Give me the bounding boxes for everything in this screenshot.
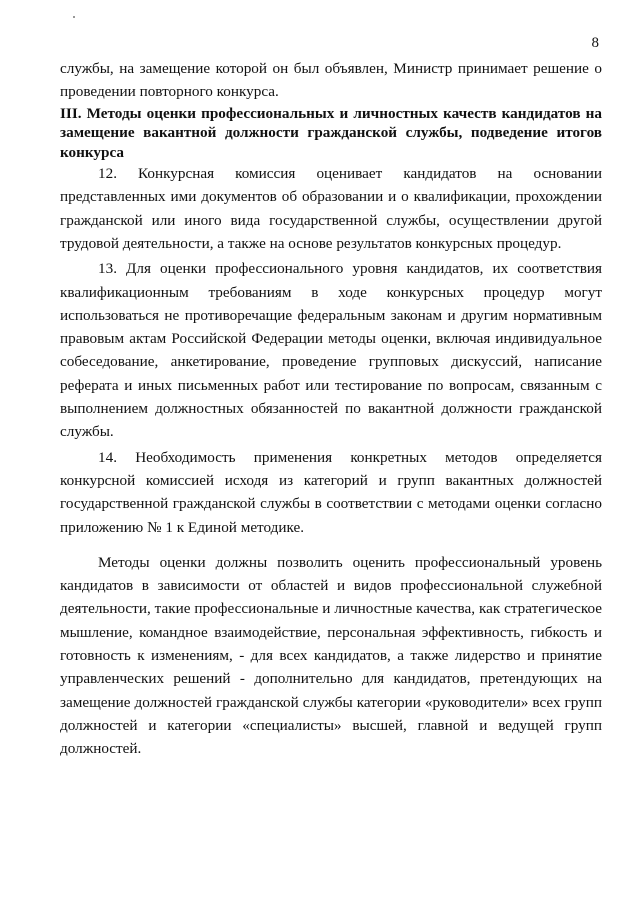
section-heading: III. Методы оценки профессиональных и личностных качеств кандидатов на замещение вакантной должности гражданской службы, подведение итогов конкурса — [60, 104, 602, 161]
scan-speck — [73, 16, 75, 18]
document-body — [60, 57, 602, 761]
paragraph-13: 13. Для оценки профессионального уровня кандидатов, их соответствия квалификационным требованиям в ходе конкурсных процедур могут использоваться не противоречащие федеральным законам и другим нормативным правовым актам Российской Федерации методы оценки, включая индивидуальное собеседование, анкетирование, проведение групповых дискуссий, написание реферата и иных письменных работ или тестирование по вопросам, связанным с выполнением должностных обязанностей по вакантной должности гражданской службы. — [60, 260, 602, 441]
page-number: 8 — [591, 35, 599, 51]
continuation-paragraph: службы, на замещение которой он был объявлен, Министр принимает решение о проведении повторного конкурса. — [60, 60, 602, 101]
paragraph-12: 12. Конкурсная комиссия оценивает кандидатов на основании представленных ими документов об образовании и о квалификации, прохождении гражданской или иного вида государственной службы, осуществлении другой трудовой деятельности, а также на основе результатов конкурсных процедур. — [60, 165, 602, 252]
paragraph-14: 14. Необходимость применения конкретных методов определяется конкурсной комиссией исходя из категорий и групп вакантных должностей государственной гражданской службы в соответствии с методами оценки согласно приложению № 1 к Единой методике. — [60, 448, 602, 536]
paragraph-methods: Методы оценки должны позволить оценить профессиональный уровень кандидатов в зависимости от областей и видов профессиональной служебной деятельности, такие профессиональные и личностные качества, как стратегическое мышление, командное взаимодействие, персональная эффективность, гибкость и готовность к изменениям, - для всех кандидатов, а также лидерство и принятие управленческих решений - дополнительно для кандидатов, претендующих на замещение должностей гражданской службы категории «руководители» всех групп должностей и категории «специалисты» высшей, главной и ведущей групп должностей. — [60, 553, 602, 758]
